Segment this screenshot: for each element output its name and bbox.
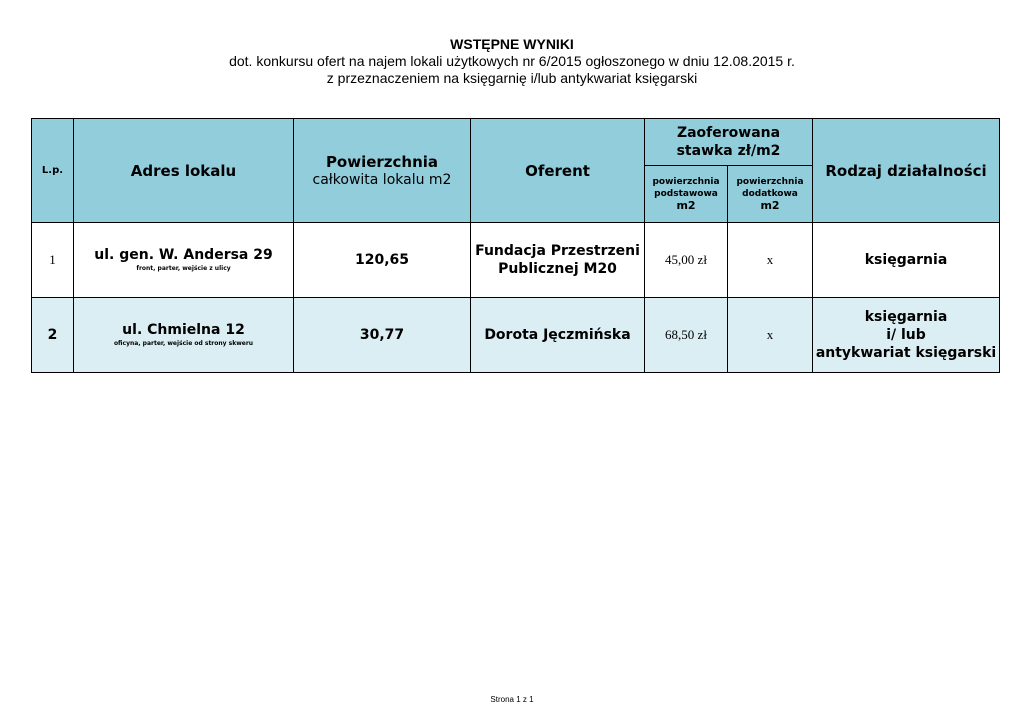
header-area-subtitle: całkowita lokalu m2	[312, 171, 452, 188]
table-row	[32, 223, 1000, 298]
row-rate-basic: 68,50 zł	[645, 298, 728, 373]
row-rate-basic: 45,00 zł	[645, 223, 728, 298]
row-activity-line-3: antykwariat księgarski	[815, 345, 997, 361]
row-offerer: Dorota Jęczmińska	[471, 298, 645, 373]
page-number: Strona 1 z 1	[490, 695, 534, 704]
row-offerer	[471, 223, 645, 298]
row-address-note: front, parter, wejście z ulicy	[136, 265, 231, 272]
header-rate-line-2: stawka zł/m2	[676, 143, 781, 159]
header-rate-basic-unit: m2	[676, 199, 696, 212]
document-title: WSTĘPNE WYNIKI	[450, 36, 574, 52]
row-activity	[813, 298, 1000, 373]
row-rate-extra: x	[728, 223, 813, 298]
header-rate-extra	[728, 166, 813, 223]
row-area: 120,65	[294, 223, 471, 298]
table-row	[32, 298, 1000, 373]
document-subtitle-line-2: z przeznaczeniem na księgarnię i/lub antykwariat księgarski	[326, 70, 698, 86]
row-address-main: ul. gen. W. Andersa 29	[94, 247, 273, 263]
row-area: 30,77	[294, 298, 471, 373]
header-rate-extra-label: powierzchnia dodatkowa	[736, 177, 804, 199]
header-rate-basic	[645, 166, 728, 223]
header-activity: Rodzaj działalności	[813, 119, 1000, 223]
row-offerer-line-1: Fundacja Przestrzeni	[475, 243, 640, 259]
row-offerer-line-2: Publicznej M20	[498, 261, 617, 277]
row-activity-line-2: i/ lub	[886, 327, 926, 343]
row-address-note: oficyna, parter, wejście od strony skweru	[113, 340, 254, 347]
results-table	[31, 118, 1000, 373]
header-rate-extra-unit: m2	[760, 199, 780, 212]
header-lp: L.p.	[32, 119, 74, 223]
header-rate-basic-label: powierzchnia podstawowa	[652, 177, 720, 199]
header-area	[294, 119, 471, 223]
row-address	[74, 298, 294, 373]
header-offered-rate	[645, 119, 813, 166]
header-address: Adres lokalu	[74, 119, 294, 223]
document-subtitle-line-1: dot. konkursu ofert na najem lokali użytkowych nr 6/2015 ogłoszonego w dniu 12.08.2015 r.	[229, 53, 795, 69]
row-lp: 1	[32, 223, 74, 298]
row-rate-extra: x	[728, 298, 813, 373]
row-activity: księgarnia	[813, 223, 1000, 298]
header-rate-line-1: Zaoferowana	[676, 125, 781, 141]
header-offerer: Oferent	[471, 119, 645, 223]
row-activity-line-1: księgarnia	[864, 309, 948, 325]
document-header	[0, 36, 1024, 87]
row-address	[74, 223, 294, 298]
header-area-title: Powierzchnia	[325, 152, 439, 171]
row-address-main: ul. Chmielna 12	[122, 322, 245, 338]
row-lp: 2	[32, 298, 74, 373]
